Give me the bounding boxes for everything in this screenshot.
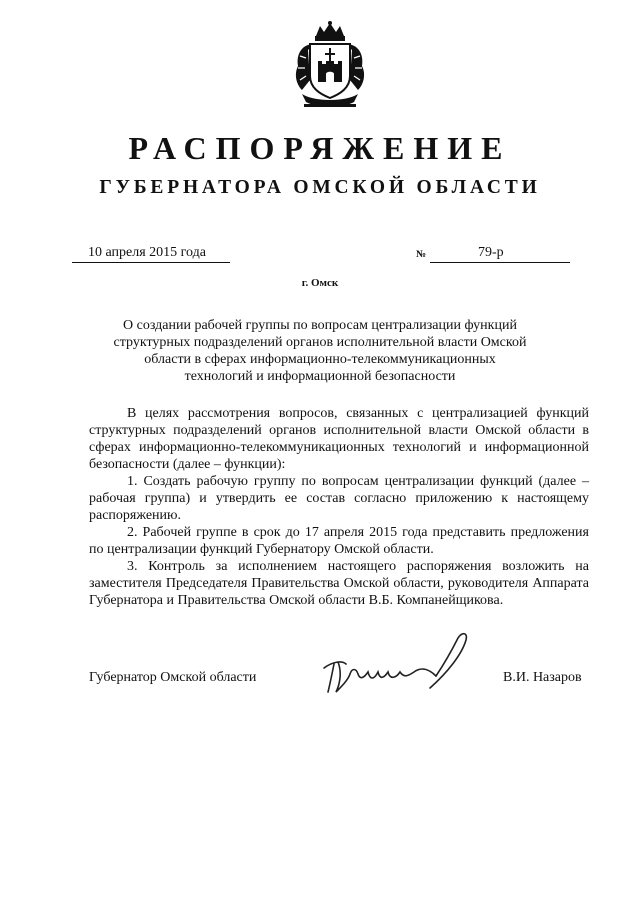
- subject-line: структурных подразделений органов исполнительной власти Омской: [113, 335, 527, 350]
- subject-line: области в сферах информационно-телекоммуникационных: [144, 352, 496, 367]
- body-paragraph-item-2: 2. Рабочей группе в срок до 17 апреля 2015 года представить предложения по централизации функций Губернатору Омской области.: [89, 525, 589, 557]
- subject-line: технологий и информационной безопасности: [184, 369, 456, 384]
- document-subtitle: ГУБЕРНАТОРА ОМСКОЙ ОБЛАСТИ: [99, 177, 541, 198]
- document-title: РАСПОРЯЖЕНИЕ: [128, 130, 512, 166]
- document-city: г. Омск: [301, 277, 339, 289]
- document-date: 10 апреля 2015 года: [88, 245, 206, 260]
- document-body: [89, 405, 589, 609]
- subject-line: О создании рабочей группы по вопросам централизации функций: [123, 318, 517, 333]
- coat-of-arms-icon: [288, 20, 372, 108]
- document-number: 79-р: [478, 245, 504, 260]
- document-subject: [92, 317, 548, 385]
- signatory-title: Губернатор Омской области: [89, 670, 257, 685]
- signature-icon: [318, 628, 478, 698]
- body-paragraph-item-1: 1. Создать рабочую группу по вопросам централизации функций (далее – рабочая группа) и утвердить ее состав согласно приложению к настоящему распоряжению.: [89, 474, 589, 523]
- body-paragraph-item-3: 3. Контроль за исполнением настоящего распоряжения возложить на заместителя Председателя Правительства Омской области, руководителя Аппарата Губернатора и Правительства Омской области В.Б. Компанейщикова.: [89, 559, 589, 608]
- number-sign: №: [416, 249, 427, 260]
- body-paragraph-preamble: В целях рассмотрения вопросов, связанных с централизацией функций структурных подразделений органов исполнительной власти Омской области в сферах информационно-телекоммуникационных технологий и информационной безопасности (далее – функции):: [89, 406, 589, 472]
- signatory-name: В.И. Назаров: [503, 670, 582, 685]
